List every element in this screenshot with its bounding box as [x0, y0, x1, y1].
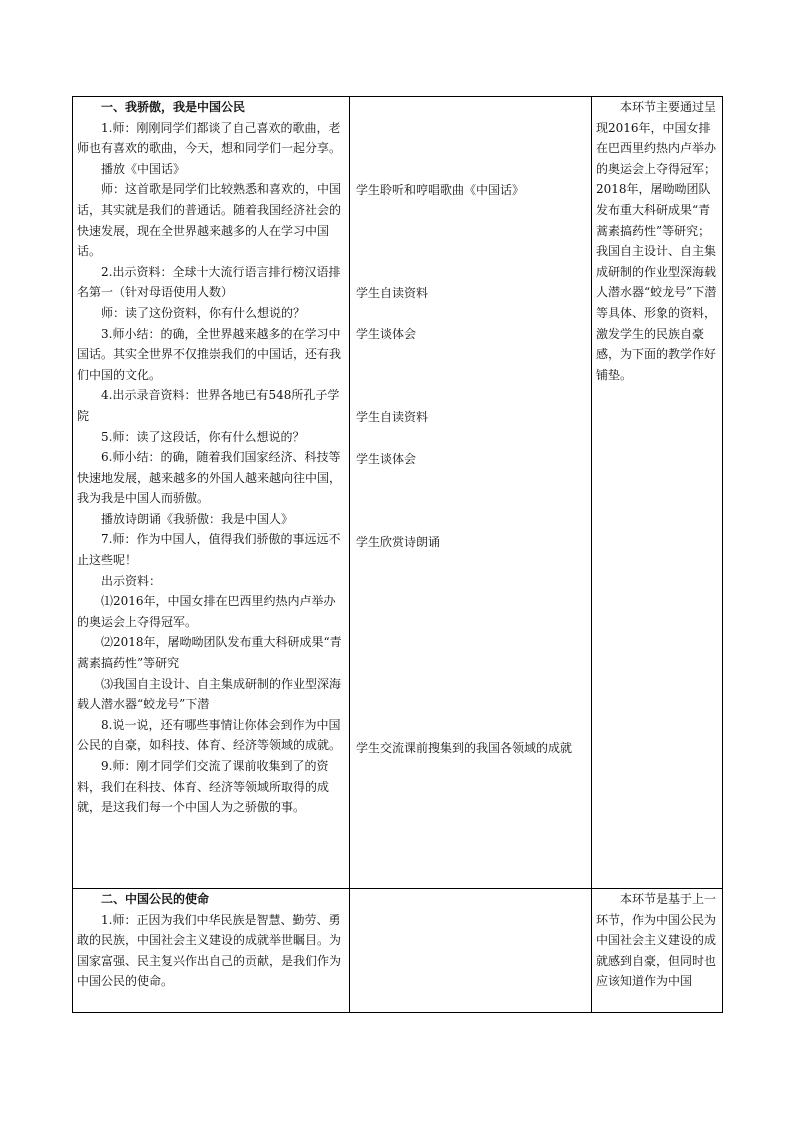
paragraph: 4.出示录音资料：世界各地已有548所孔子学院	[77, 388, 340, 423]
lesson-plan-table	[72, 96, 723, 1013]
student-activity: 学生谈体会	[356, 452, 417, 466]
list-item: ⑴2016年，中国女排在巴西里约热内卢举办的奥运会上夺得冠军。	[77, 594, 336, 629]
paragraph: 5.师：读了这段话，你有什么想说的？	[101, 429, 305, 444]
teacher-activity-cell	[73, 889, 350, 1013]
paragraph: 2.出示资料：全球十大流行语言排行榜汉语排名第一（针对母语使用人数）	[77, 264, 341, 300]
table-row	[73, 97, 723, 889]
paragraph: 6.师小结：的确，随着我们国家经济、科技等快速地发展，越来越多的外国人越来越向往中国，我为我是中国人而骄傲。	[77, 450, 342, 506]
paragraph: 9.师：刚才同学们交流了课前收集到了的资料，我们在科技、体育、经济等领域所取得的成就，是这我们每一个中国人为之骄傲的事。	[77, 759, 330, 815]
list-item: ⑶我国自主设计、自主集成研制的作业型深海载人潜水器“蛟龙号”下潜	[77, 676, 342, 712]
section-heading: 二、中国公民的使命	[101, 892, 210, 906]
student-activity: 学生欣赏诗朗诵	[356, 535, 441, 549]
student-activity-cell	[350, 889, 592, 1013]
section-heading: 一、我骄傲，我是中国公民	[101, 100, 246, 114]
paragraph: 出示资料：	[101, 573, 162, 588]
student-activity: 学生自读资料	[356, 286, 429, 300]
teacher-activity-cell	[73, 97, 350, 889]
student-activity: 学生聆听和哼唱歌曲《中国话》	[356, 183, 525, 197]
paragraph: 3.师小结：的确，全世界越来越多的在学习中国话。其实全世界不仅推崇我们的中国话，还有我们中国的文化。	[77, 326, 342, 382]
paragraph: 师：这首歌是同学们比较熟悉和喜欢的，中国话，其实就是我们的普通话。随着我国经济社会的快速发展，现在全世界越来越多的人在学习中国话。	[77, 182, 342, 259]
student-activity: 学生自读资料	[356, 410, 429, 424]
paragraph: 1.师：刚刚同学们都谈了自己喜欢的歌曲，老师也有喜欢的歌曲，今天，想和同学们一起分享。	[77, 120, 342, 156]
list-item: ⑵2018年，屠呦呦团队发布重大科研成果“青蒿素搞药性”等研究	[77, 635, 342, 671]
student-activity-cell	[350, 97, 592, 889]
design-intent: 本环节是基于上一环节，作为中国公民为中国社会主义建设的成就感到自豪，但同时也应该知道作为中国	[596, 892, 717, 989]
design-intent-cell	[592, 889, 723, 1013]
table-row	[73, 889, 723, 1013]
paragraph: 7.师：作为中国人，值得我们骄傲的事远远不止这些呢！	[77, 532, 341, 568]
student-activity: 学生交流课前搜集到的我国各领域的成就	[356, 741, 573, 755]
design-intent-cell	[592, 97, 723, 889]
paragraph: 播放《中国话》	[101, 161, 186, 176]
paragraph: 8.说一说，还有哪些事情让你体会到作为中国公民的自豪，如科技、体育、经济等领域的成就。	[77, 717, 342, 753]
paragraph: 1.师：正因为我们中华民族是智慧、勤劳、勇敢的民族，中国社会主义建设的成就举世瞩目。为国家富强、民主复兴作出自己的贡献，是我们作为中国公民的使命。	[77, 912, 342, 989]
design-intent: 本环节主要通过呈现2016年，中国女排在巴西里约热内卢举办的奥运会上夺得冠军；2018年，屠呦呦团队发布重大科研成果“青蒿素搞药性”等研究；我国自主设计、自主集成研制的作业型深海载人潜水器“蛟龙号”下潜等具体、形象的资料，激发学生的民族自豪感，为下面的教学作好铺垫。	[596, 100, 717, 382]
student-activity: 学生谈体会	[356, 327, 417, 341]
paragraph: 师：读了这份资料，你有什么想说的？	[101, 305, 306, 320]
paragraph: 播放诗朗诵《我骄傲：我是中国人》	[101, 511, 294, 526]
